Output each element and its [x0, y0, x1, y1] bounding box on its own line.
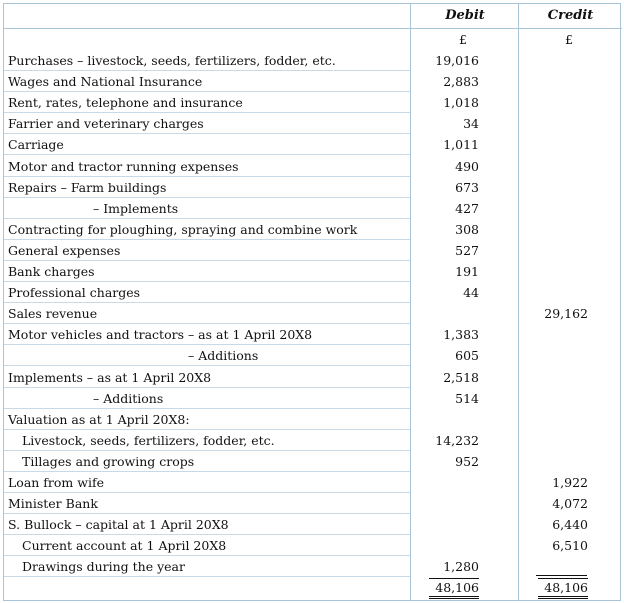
row-label: Minister Bank — [8, 496, 98, 512]
row-label: Purchases – livestock, seeds, fertilizers, fodder, etc. — [8, 53, 336, 68]
debit-value: 2,883 — [443, 74, 479, 90]
debit-header: Debit — [410, 4, 519, 29]
table-row — [4, 345, 621, 366]
row-label: Carriage — [8, 137, 64, 153]
credit-header: Credit — [518, 4, 622, 29]
trial-balance-table — [3, 3, 621, 601]
debit-value: 191 — [455, 264, 479, 279]
row-label: Wages and National Insurance — [8, 74, 203, 90]
table-row — [4, 219, 621, 240]
table-row — [4, 134, 621, 155]
row-label: Tillages and growing crops — [22, 453, 195, 469]
table-row — [4, 71, 621, 92]
credit-total: 48,106 — [538, 578, 588, 599]
table-row — [4, 324, 621, 345]
debit-value: 2,518 — [443, 369, 479, 385]
debit-value: 605 — [455, 348, 479, 364]
table-row — [4, 556, 621, 577]
row-label: General expenses — [8, 242, 121, 258]
row-label: Sales revenue — [8, 306, 98, 322]
table-row — [4, 451, 621, 472]
row-label: Contracting for ploughing, spraying and combine work — [8, 221, 358, 237]
row-label: Bank charges — [8, 264, 95, 279]
table-row — [4, 303, 621, 324]
credit-value: 6,440 — [552, 517, 588, 533]
credit-value: 29,162 — [544, 306, 588, 322]
debit-currency: £ — [459, 32, 467, 47]
row-label: Repairs – Farm buildings — [8, 179, 167, 195]
credit-currency: £ — [565, 32, 573, 47]
table-row — [4, 177, 621, 198]
header-label-cell — [4, 4, 410, 29]
row-label: – Additions — [93, 390, 164, 406]
totals-row — [4, 578, 621, 599]
table-row — [4, 240, 621, 261]
debit-value: 952 — [455, 453, 479, 469]
credit-value: 4,072 — [552, 496, 588, 512]
row-label: Valuation as at 1 April 20X8: — [8, 411, 190, 427]
debit-value: 1,280 — [443, 559, 479, 575]
debit-value: 1,383 — [443, 327, 479, 343]
table-row — [4, 113, 621, 134]
row-label: Motor and tractor running expenses — [8, 158, 239, 174]
row-label: Loan from wife — [8, 475, 104, 490]
table-row — [4, 50, 621, 71]
debit-value: 514 — [455, 390, 479, 406]
debit-value: 490 — [455, 158, 479, 174]
row-label: – Implements — [93, 200, 179, 216]
debit-value: 1,018 — [443, 95, 479, 111]
table-row — [4, 261, 621, 282]
debit-value: 1,011 — [443, 137, 479, 153]
table-row — [4, 430, 621, 451]
debit-value: 308 — [455, 221, 479, 237]
debit-value: 44 — [463, 285, 479, 301]
row-label: Rent, rates, telephone and insurance — [8, 95, 243, 111]
debit-value: 527 — [455, 242, 479, 258]
table-row — [4, 92, 621, 113]
row-label: Farrier and veterinary charges — [8, 116, 204, 132]
credit-value: 6,510 — [552, 538, 588, 554]
table-row — [4, 409, 621, 430]
table-row — [4, 535, 621, 556]
debit-value: 14,232 — [435, 432, 479, 448]
debit-value: 19,016 — [435, 53, 479, 68]
table-row — [4, 388, 621, 409]
credit-subtotal-rule — [536, 575, 587, 576]
row-label: Drawings during the year — [22, 559, 185, 575]
table-row — [4, 198, 621, 219]
row-label: Professional charges — [8, 285, 141, 301]
row-label: Current account at 1 April 20X8 — [22, 538, 227, 554]
table-row — [4, 282, 621, 303]
table-row — [4, 493, 621, 514]
row-label: Implements – as at 1 April 20X8 — [8, 369, 212, 385]
row-label: – Additions — [188, 348, 259, 364]
row-label: Livestock, seeds, fertilizers, fodder, etc. — [22, 432, 275, 448]
table-row — [4, 514, 621, 535]
credit-value: 1,922 — [552, 475, 588, 490]
row-label: S. Bullock – capital at 1 April 20X8 — [8, 517, 229, 533]
row-label: Motor vehicles and tractors – as at 1 April 20X8 — [8, 327, 313, 343]
table-row — [4, 472, 621, 493]
debit-value: 34 — [463, 116, 479, 132]
debit-total: 48,106 — [429, 578, 479, 599]
table-row — [4, 367, 621, 388]
debit-value: 673 — [455, 179, 479, 195]
debit-value: 427 — [455, 200, 479, 216]
table-row — [4, 156, 621, 177]
